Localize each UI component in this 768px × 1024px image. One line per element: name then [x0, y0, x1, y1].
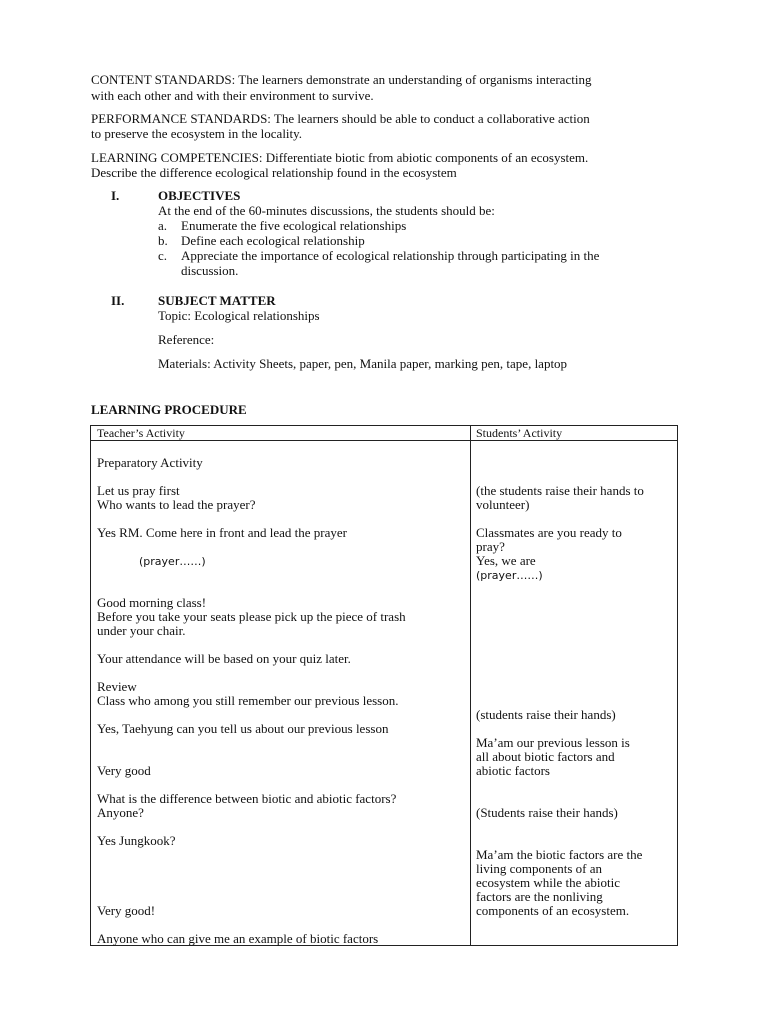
- students-raise-2: volunteer): [476, 497, 530, 512]
- objectives-title: OBJECTIVES: [158, 188, 241, 203]
- teacher-anyone: Anyone?: [97, 805, 144, 820]
- students-answer-1: Ma’am the biotic factors are the: [476, 847, 643, 862]
- students-previous-2: all about biotic factors and: [476, 749, 615, 764]
- procedure-table: [90, 425, 678, 946]
- teacher-pray-1: Let us pray first: [97, 483, 180, 498]
- students-answer-3: ecosystem while the abiotic: [476, 875, 621, 890]
- students-previous-1: Ma’am our previous lesson is: [476, 735, 630, 750]
- table-column-divider: [470, 426, 471, 945]
- objective-letter-c: c.: [158, 248, 168, 263]
- students-yes: Yes, we are: [476, 553, 536, 568]
- teacher-very-good-2: Very good!: [97, 903, 156, 918]
- students-ready-2: pray?: [476, 539, 505, 554]
- students-ready-1: Classmates are you ready to: [476, 525, 622, 540]
- objective-letter-b: b.: [158, 233, 168, 248]
- teacher-trash-2: under your chair.: [97, 623, 186, 638]
- students-raise-1: (the students raise their hands to: [476, 483, 644, 498]
- students-answer-2: living components of an: [476, 861, 603, 876]
- content-standards-line-2: with each other and with their environment to survive.: [91, 88, 374, 103]
- teacher-very-good-1: Very good: [97, 763, 151, 778]
- subject-materials: Materials: Activity Sheets, paper, pen, Manila paper, marking pen, tape, laptop: [158, 356, 568, 371]
- teacher-trash-1: Before you take your seats please pick up the piece of trash: [97, 609, 406, 624]
- objective-item-c-cont: discussion.: [181, 263, 239, 278]
- teacher-prayer: (prayer……): [139, 555, 206, 568]
- subject-topic: Topic: Ecological relationships: [158, 308, 320, 323]
- teacher-jungkook: Yes Jungkook?: [97, 833, 176, 848]
- students-answer-5: components of an ecosystem.: [476, 903, 630, 918]
- teacher-activity-header: Teacher’s Activity: [97, 426, 185, 440]
- learning-competencies-line-1: LEARNING COMPETENCIES: Differentiate biotic from abiotic components of an ecosystem.: [91, 150, 589, 165]
- teacher-preparatory: Preparatory Activity: [97, 455, 203, 470]
- students-answer-4: factors are the nonliving: [476, 889, 603, 904]
- learning-procedure-title: LEARNING PROCEDURE: [91, 402, 247, 417]
- objective-letter-a: a.: [158, 218, 168, 233]
- students-raise-3: (students raise their hands): [476, 707, 616, 722]
- objectives-numeral: I.: [111, 188, 120, 203]
- teacher-review: Review: [97, 679, 137, 694]
- subject-matter-title: SUBJECT MATTER: [158, 293, 276, 308]
- students-prayer: (prayer……): [476, 569, 543, 582]
- learning-competencies-line-2: Describe the difference ecological relationship found in the ecosystem: [91, 165, 457, 180]
- performance-standards-line-2: to preserve the ecosystem in the locality.: [91, 126, 303, 141]
- teacher-taehyung: Yes, Taehyung can you tell us about our previous lesson: [97, 721, 389, 736]
- content-standards-line-1: CONTENT STANDARDS: The learners demonstrate an understanding of organisms interacting: [91, 72, 592, 87]
- teacher-example-question: Anyone who can give me an example of biotic factors: [97, 931, 379, 946]
- objective-item-c: Appreciate the importance of ecological relationship through participating in the: [181, 248, 600, 263]
- students-previous-3: abiotic factors: [476, 763, 550, 778]
- teacher-attendance: Your attendance will be based on your quiz later.: [97, 651, 351, 666]
- objectives-intro: At the end of the 60-minutes discussions, the students should be:: [158, 203, 495, 218]
- subject-reference: Reference:: [158, 332, 215, 347]
- subject-matter-numeral: II.: [111, 293, 125, 308]
- teacher-review-question: Class who among you still remember our previous lesson.: [97, 693, 399, 708]
- teacher-difference-question: What is the difference between biotic and abiotic factors?: [97, 791, 397, 806]
- students-activity-header: Students’ Activity: [476, 426, 563, 440]
- objective-item-b: Define each ecological relationship: [181, 233, 365, 248]
- teacher-rm: Yes RM. Come here in front and lead the prayer: [97, 525, 347, 540]
- teacher-pray-2: Who wants to lead the prayer?: [97, 497, 256, 512]
- performance-standards-line-1: PERFORMANCE STANDARDS: The learners should be able to conduct a collaborative action: [91, 111, 590, 126]
- teacher-good-morning: Good morning class!: [97, 595, 207, 610]
- students-raise-4: (Students raise their hands): [476, 805, 618, 820]
- objective-item-a: Enumerate the five ecological relationships: [181, 218, 407, 233]
